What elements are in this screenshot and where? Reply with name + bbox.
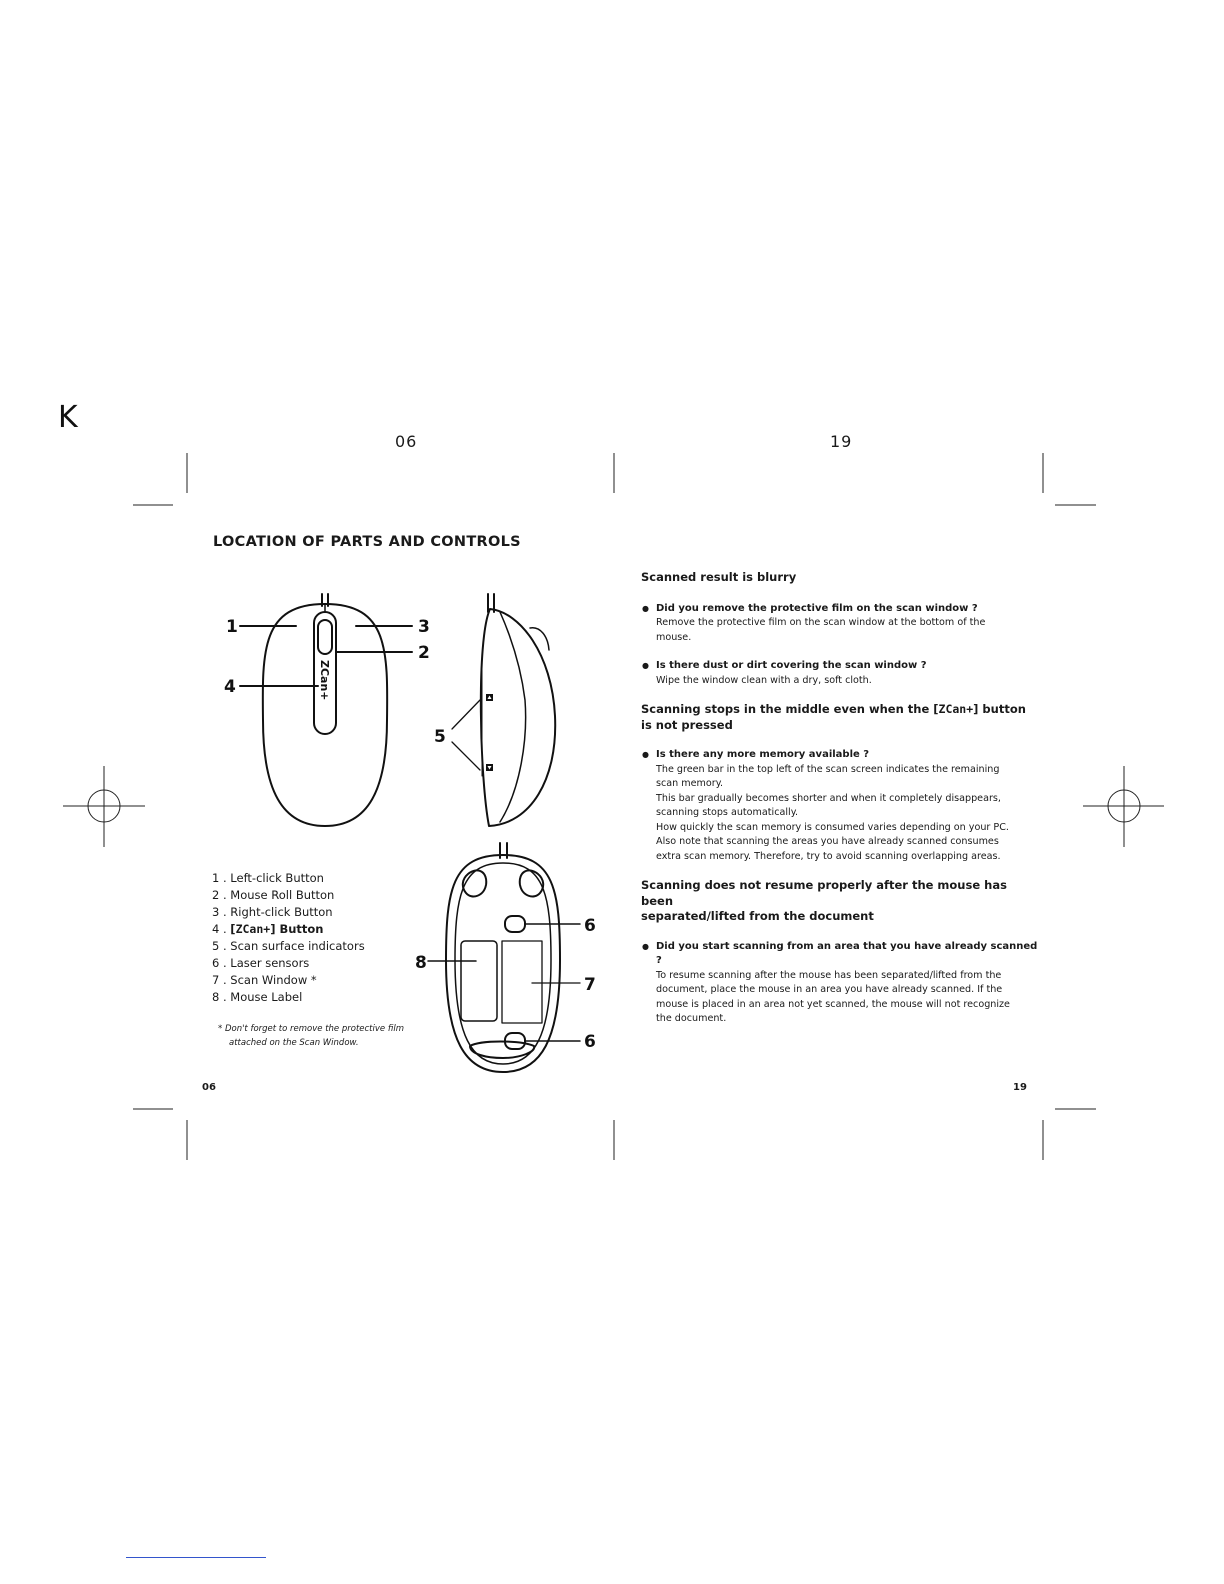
list-item: 7 . Scan Window * [212,973,317,987]
corner-letter: K [58,400,78,435]
list-item: 4 . [ZCan+] Button [212,922,324,936]
section-heading: LOCATION OF PARTS AND CONTROLS [213,534,521,550]
mouse-top-view [240,594,412,826]
protective-film-note: * Don't forget to remove the protective film attached on the Scan Window. [218,1024,404,1048]
troubleshooting-column [641,570,1041,1027]
page-folio-left: 06 [202,1082,216,1093]
spread-page-number-right: 19 [830,432,853,451]
callout-2: 2 [418,643,430,663]
question: ● Did you start scanning from an area that you have already scanned ? [641,940,1041,969]
answer: To resume scanning after the mouse has been separated/lifted from the document, place the mouse in an area you have already scanned. If the mouse is placed in an area not yet scanned, the mouse will not recognize the document. [656,969,1010,1024]
spread-page-number-left: 06 [395,432,418,451]
callout-8: 8 [415,953,427,973]
callout-5: 5 [434,727,446,747]
list-item: 2 . Mouse Roll Button [212,888,335,902]
list-item: 1 . Left-click Button [212,871,324,885]
callout-4: 4 [224,677,236,697]
answer: Wipe the window clean with a dry, soft cloth. [656,674,872,686]
section-title-stops: Scanning stops in the middle even when the [ZCan+] button is not pressed [641,702,1026,732]
section-title-blurry: Scanned result is blurry [641,570,797,584]
page-folio-right: 19 [1013,1082,1027,1093]
callout-7: 7 [584,975,596,995]
question: ● Is there any more memory available ? [641,748,1041,763]
registration-mark-left [63,766,145,847]
list-item: 3 . Right-click Button [212,905,333,919]
answer: Remove the protective film on the scan window at the bottom of the mouse. [656,617,986,643]
registration-mark-right [1083,766,1164,847]
section-title-resume: Scanning does not resume properly after the mouse has been separated/lifted from the document [641,878,1007,923]
answer: The green bar in the top left of the scan screen indicates the remaining scan memory. This bar gradually becomes shorter and when it completely disappears, scanning stops automatically. How quickly the scan memory is consumed varies depending on your PC. Also note that scanning the areas you have already scanned consumes extra scan memory. Therefore, try to avoid scanning overlapping areas. [656,763,1009,862]
callout-6-bottom: 6 [584,1032,596,1052]
callout-3: 3 [418,617,430,637]
mouse-bottom-view [428,843,580,1072]
question: ● Is there dust or dirt covering the scan window ? [641,659,1041,674]
parts-list [212,870,365,1006]
list-item: 8 . Mouse Label [212,990,303,1004]
mouse-logo: ZCan+ [318,660,331,701]
callout-6-top: 6 [584,916,596,936]
bottom-rule [126,1557,266,1558]
callout-1: 1 [226,617,238,637]
list-item: 6 . Laser sensors [212,956,310,970]
question: ● Did you remove the protective film on the scan window ? [641,602,1041,617]
mouse-side-view [452,594,555,826]
list-item: 5 . Scan surface indicators [212,939,365,953]
